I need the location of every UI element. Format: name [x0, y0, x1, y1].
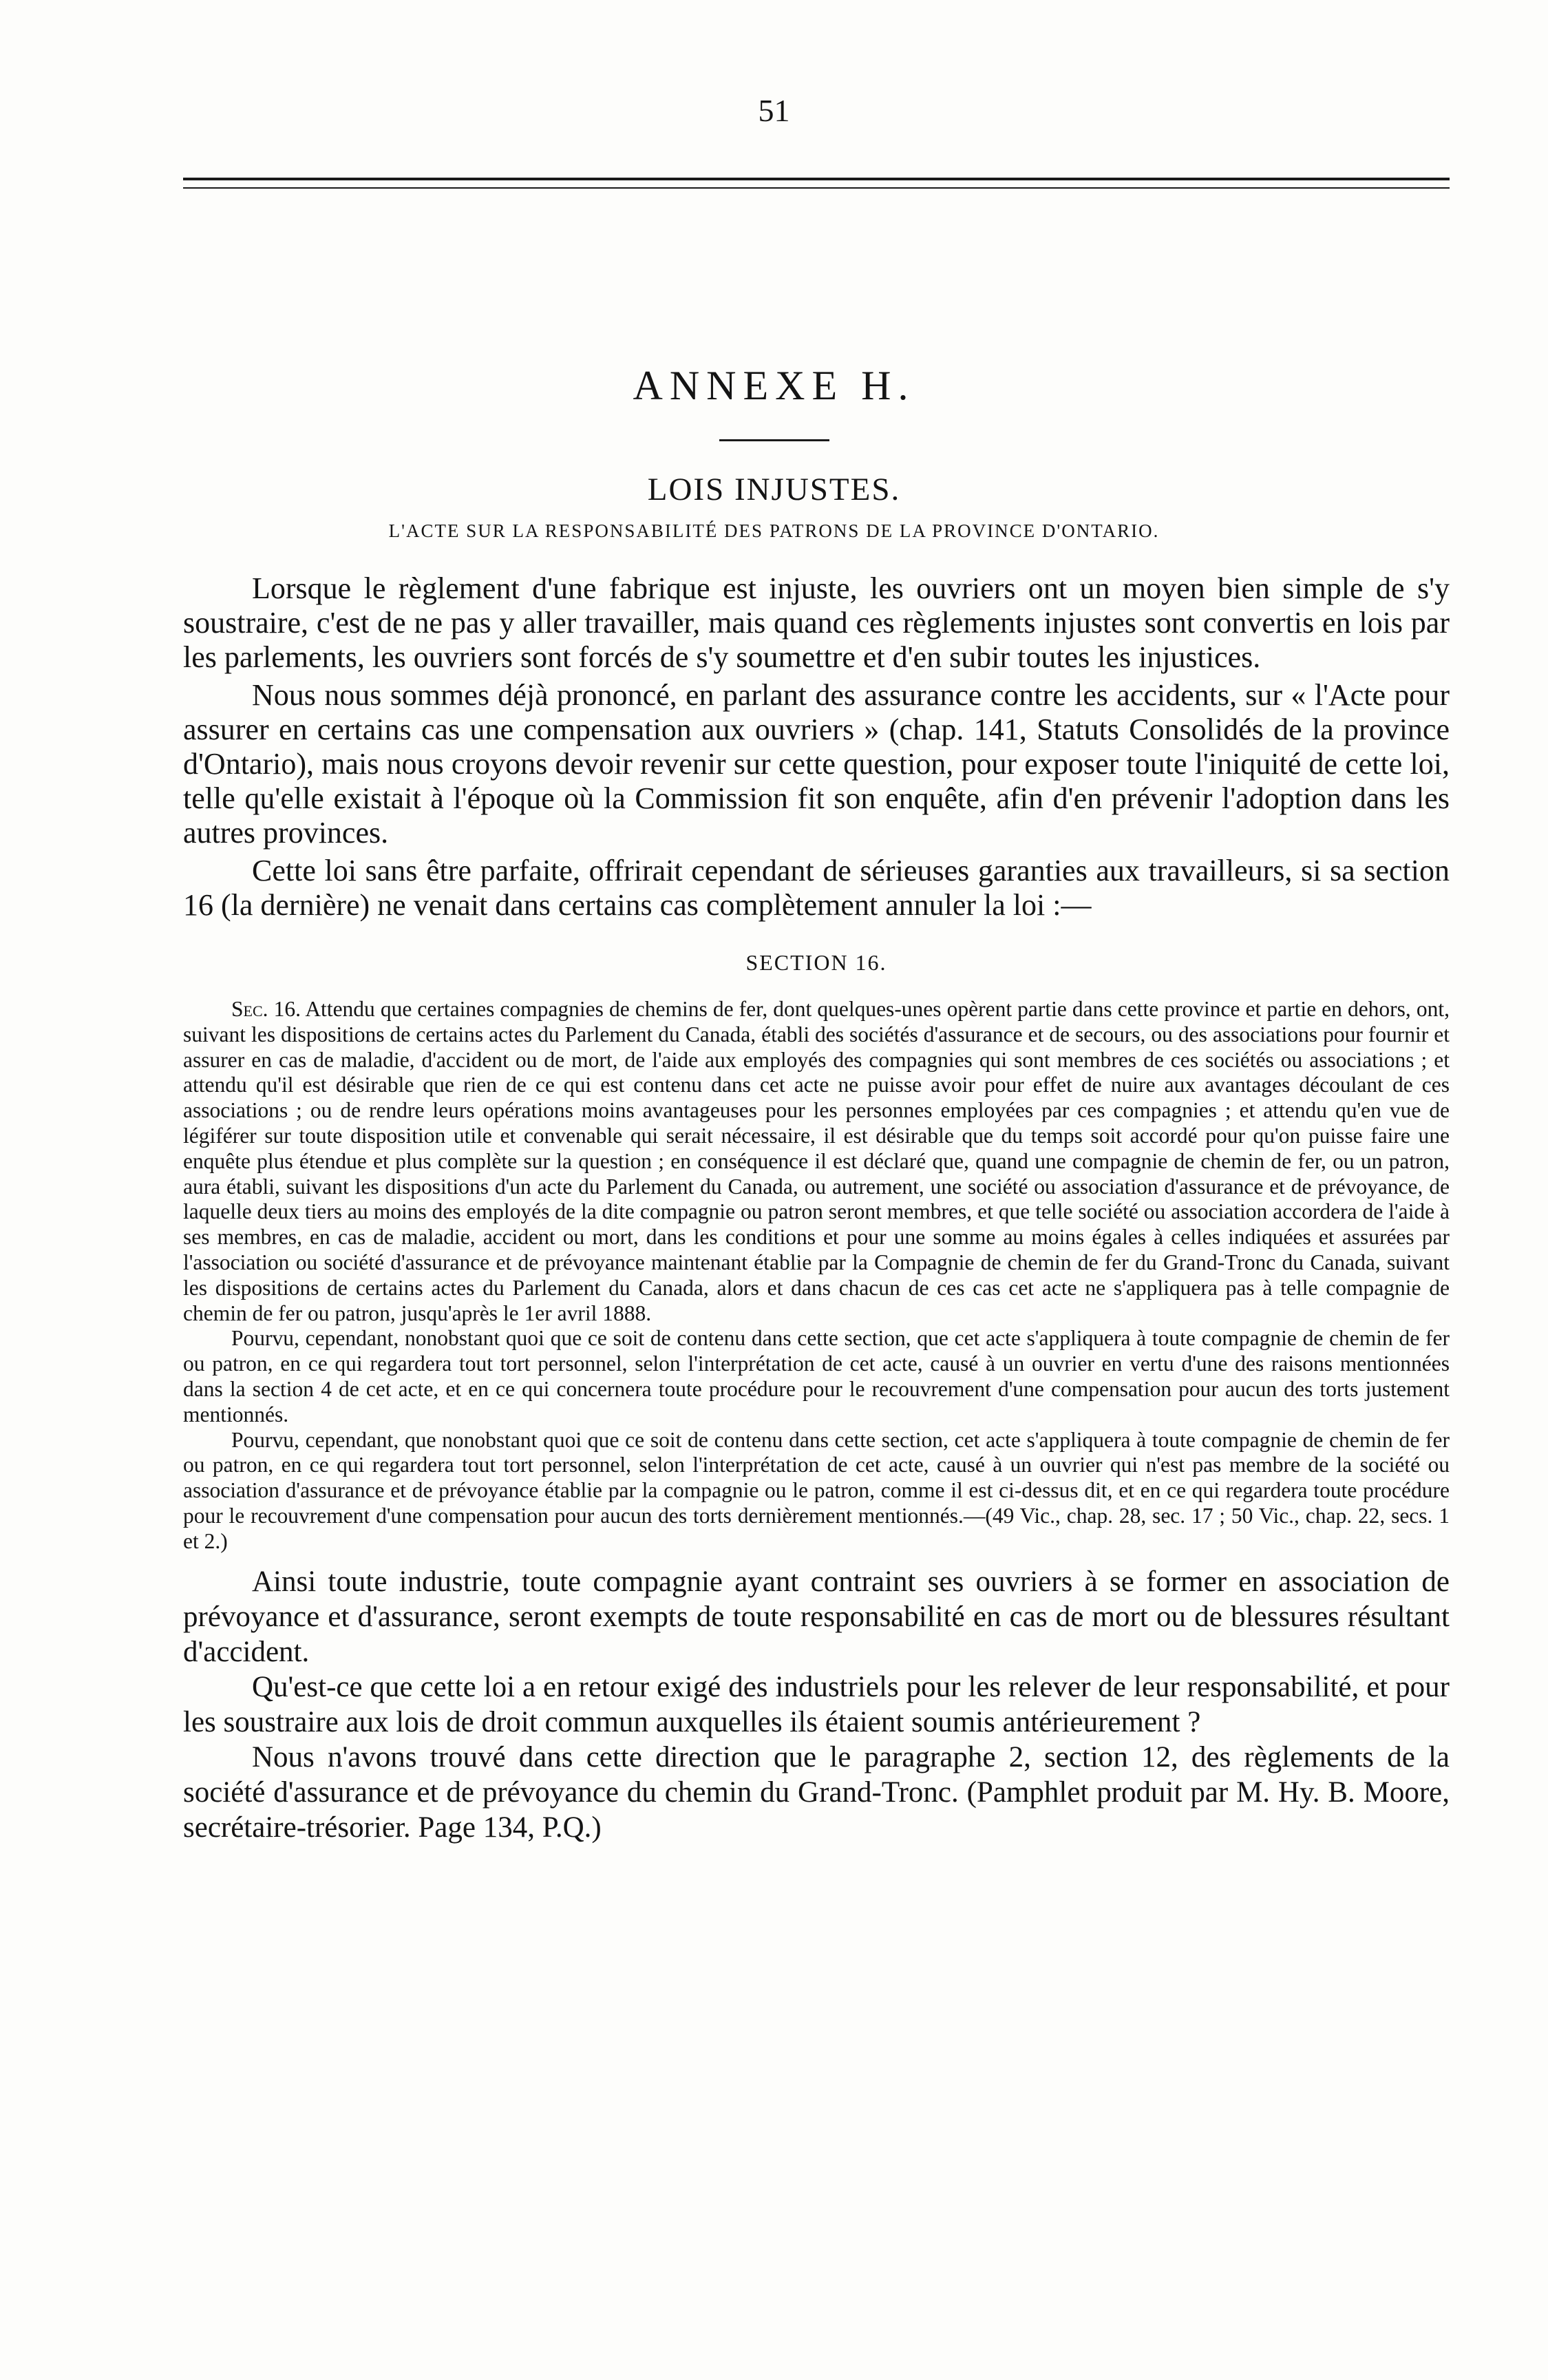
header-rule-thin: [183, 187, 1450, 189]
section-title: LOIS INJUSTES.: [647, 472, 901, 507]
body-paragraph: Nous nous sommes déjà prononcé, en parlant des assurance contre les accidents, sur « l'Acte pour assurer en certains cas une compensation aux ouvriers » (chap. 141, Statuts Consolidés de la province d'Ontario), mais nous croyons devoir revenir sur cette question, pour exposer toute l'iniquité de cette loi, telle qu'elle existait à l'époque où la Commission fit son enquête, afin d'en prévenir l'adoption dans les autres provinces.: [183, 677, 1450, 850]
statute-section-label: Sec. 16.: [231, 997, 301, 1022]
document-body: [183, 571, 1450, 1845]
body-paragraph: Lorsque le règlement d'une fabrique est injuste, les ouvriers ont un moyen bien simple de s'y soustraire, c'est de ne pas y aller travailler, mais quand ces règlements injustes sont convertis en lois par les parlements, les ouvriers sont forcés de s'y soumettre et d'en subir toutes les injustices.: [183, 571, 1450, 675]
subtitle: L'ACTE SUR LA RESPONSABILITÉ DES PATRONS DE LA PROVINCE D'ONTARIO.: [388, 520, 1160, 541]
closing-paragraph: Ainsi toute industrie, toute compagnie ayant contraint ses ouvriers à se former en association de prévoyance et d'assurance, seront exempts de toute responsabilité en cas de mort ou de blessures résultant d'accident.: [183, 1565, 1450, 1668]
statute-paragraph: [183, 997, 1450, 1326]
closing-paragraph: Qu'est-ce que cette loi a en retour exigé des industriels pour les relever de leur responsabilité, et pour les soustraire aux lois de droit commun auxquelles ils étaient soumis antérieurement ?: [183, 1670, 1450, 1738]
statute-text: Attendu que certaines compagnies de chemins de fer, dont quelques-unes opèrent partie dans cette province et partie en dehors, ont, suivant les dispositions de certains actes du Parlement du Canada, établi des sociétés d'assurance et de secours, ou des associations pour fournir et assurer en cas de maladie, d'accident ou de mort, de l'aide aux employés des compagnies qui sont membres de ces sociétés ou associations ; et attendu qu'il est désirable que rien de ce qui est contenu dans cet acte ne puisse avoir pour effet de nuire aux avantages découlant de ces associations ; ou de rendre leurs opérations moins avantageuses pour les personnes employées par ces compagnies ; et attendu qu'en vue de légiférer sur toute disposition utile et convenable qui serait nécessaire, il est désirable que du temps soit accordé pour qu'on puisse faire une enquête plus étendue et plus complète sur la question ; en conséquence il est déclaré que, quand une compagnie de chemin de fer, ou un patron, aura établi, suivant les dispositions d'un acte du Parlement du Canada, ou autrement, une société ou association d'assurance et de prévoyance, de laquelle deux tiers au moins des employés de la dite compagnie ou patron seront membres, et que telle société ou association accordera de l'aide à ses membres, en cas de maladie, accident ou mort, dans les conditions et pour une somme au moins égales à celles indiquées et assurées par l'association ou société d'assurance et de prévoyance maintenant établie par la Compagnie de chemin de fer du Grand-Tronc du Canada, suivant les dispositions de certains actes du Parlement du Canada, alors et dans chacun de ces cas cet acte ne s'appliquera pas à telle compagnie de chemin de fer ou patron, jusqu'après le 1er avril 1888.: [183, 997, 1450, 1325]
closing-paragraph: Nous n'avons trouvé dans cette direction que le paragraphe 2, section 12, des règlements de la société d'assurance et de prévoyance du chemin du Grand-Tronc. (Pamphlet produit par M. Hy. B. Moore, secrétaire-trésorier. Page 134, P.Q.): [183, 1740, 1450, 1844]
body-paragraph: Cette loi sans être parfaite, offrirait cependant de sérieuses garanties aux travailleurs, si sa section 16 (la dernière) ne venait dans certains cas complètement annuler la loi :—: [183, 853, 1450, 922]
header-rule: [183, 178, 1450, 180]
statute-heading: SECTION 16.: [745, 950, 887, 976]
title-divider: [719, 439, 829, 441]
annex-title: ANNEXE H.: [633, 363, 915, 408]
page-number: 51: [758, 93, 790, 128]
statute-paragraph: Pourvu, cependant, nonobstant quoi que ce soit de contenu dans cette section, que cet acte s'appliquera à toute compagnie de chemin de fer ou patron, en ce qui regardera tout tort personnel, selon l'interprétation de cet acte, causé à un ouvrier en vertu d'une des raisons mentionnées dans la section 4 de cet acte, et en ce qui concernera toute procédure pour le recouvrement d'une compensation pour aucun des torts justement mentionnés.: [183, 1326, 1450, 1426]
statute-paragraph: Pourvu, cependant, que nonobstant quoi que ce soit de contenu dans cette section, cet acte s'appliquera à toute compagnie de chemin de fer ou patron, en ce qui regardera tout tort personnel, selon l'interprétation de cet acte, causé à un ouvrier qui n'est pas membre de la société ou association d'assurance et de prévoyance établie par la compagnie ou le patron, comme il est ci-dessus dit, et en ce qui regardera toute procédure pour le recouvrement d'une compensation pour aucun des torts dernièrement mentionnés.—(49 Vic., chap. 28, sec. 17 ; 50 Vic., chap. 22, secs. 1 et 2.): [183, 1427, 1450, 1553]
